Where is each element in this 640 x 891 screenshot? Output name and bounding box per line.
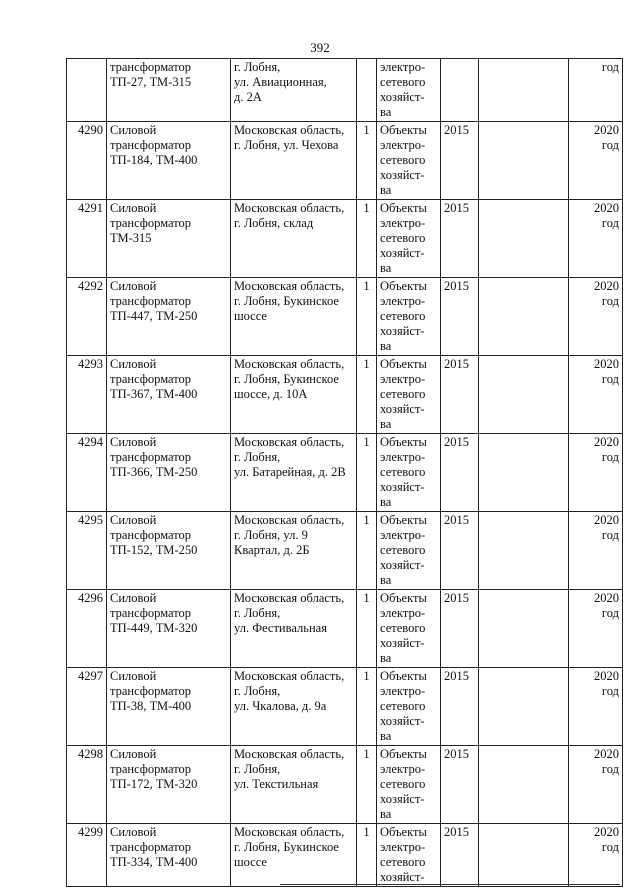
table-row [67, 356, 623, 434]
commission-year: 2015 [441, 668, 479, 746]
commission-year: 2015 [441, 356, 479, 434]
table-row [67, 59, 623, 122]
object-category: Объекты электро- сетевого хозяйст- ва [377, 668, 441, 746]
object-quantity: 1 [357, 590, 377, 668]
row-number: 4293 [67, 356, 107, 434]
object-category: Объекты электро- сетевого хозяйст- ва [377, 746, 441, 824]
empty-cell [479, 200, 569, 278]
object-category: Объекты электро- сетевого хозяйст- ва [377, 434, 441, 512]
page-number: 392 [310, 40, 330, 55]
object-address: Московская область, г. Лобня, Букинское шоссе [231, 824, 357, 887]
object-name: Силовой трансформатор ТМ-315 [107, 200, 231, 278]
commission-year: 2015 [441, 512, 479, 590]
object-name: Силовой трансформатор ТП-449, ТМ-320 [107, 590, 231, 668]
object-category: Объекты электро- сетевого хозяйст- [377, 824, 441, 887]
object-category: Объекты электро- сетевого хозяйст- ва [377, 200, 441, 278]
empty-cell [479, 122, 569, 200]
object-address: Московская область, г. Лобня, ул. 9 Квартал, д. 2Б [231, 512, 357, 590]
object-quantity: 1 [357, 668, 377, 746]
object-address: г. Лобня, ул. Авиационная, д. 2А [231, 59, 357, 122]
object-name: Силовой трансформатор ТП-447, ТМ-250 [107, 278, 231, 356]
bottom-rule [280, 884, 620, 885]
row-number: 4298 [67, 746, 107, 824]
commission-year: 2015 [441, 590, 479, 668]
commission-year [441, 59, 479, 122]
object-category: Объекты электро- сетевого хозяйст- ва [377, 278, 441, 356]
empty-cell [479, 278, 569, 356]
empty-cell [479, 668, 569, 746]
object-category: Объекты электро- сетевого хозяйст- ва [377, 512, 441, 590]
term-date: 2020 год [569, 668, 623, 746]
object-name: Силовой трансформатор ТП-38, ТМ-400 [107, 668, 231, 746]
empty-cell [479, 590, 569, 668]
object-category: Объекты электро- сетевого хозяйст- ва [377, 590, 441, 668]
row-number: 4292 [67, 278, 107, 356]
object-address: Московская область, г. Лобня, склад [231, 200, 357, 278]
object-name: трансформатор ТП-27, ТМ-315 [107, 59, 231, 122]
empty-cell [479, 434, 569, 512]
commission-year: 2015 [441, 122, 479, 200]
object-quantity: 1 [357, 512, 377, 590]
table-row [67, 824, 623, 887]
term-date: 2020 год [569, 356, 623, 434]
term-date: 2020 год [569, 824, 623, 887]
object-address: Московская область, г. Лобня, ул. Текстильная [231, 746, 357, 824]
empty-cell [479, 746, 569, 824]
row-number: 4294 [67, 434, 107, 512]
table-row [67, 434, 623, 512]
empty-cell [479, 512, 569, 590]
object-address: Московская область, г. Лобня, Букинское шоссе, д. 10А [231, 356, 357, 434]
object-quantity: 1 [357, 434, 377, 512]
row-number: 4295 [67, 512, 107, 590]
row-number: 4296 [67, 590, 107, 668]
object-name: Силовой трансформатор ТП-172, ТМ-320 [107, 746, 231, 824]
commission-year: 2015 [441, 434, 479, 512]
object-category: Объекты электро- сетевого хозяйст- ва [377, 356, 441, 434]
table-row [67, 200, 623, 278]
empty-cell [479, 59, 569, 122]
term-date: 2020 год [569, 590, 623, 668]
table-row [67, 278, 623, 356]
empty-cell [479, 824, 569, 887]
object-quantity: 1 [357, 200, 377, 278]
object-address: Московская область, г. Лобня, ул. Чехова [231, 122, 357, 200]
object-address: Московская область, г. Лобня, ул. Фестивальная [231, 590, 357, 668]
object-quantity: 1 [357, 746, 377, 824]
term-date: 2020 год [569, 434, 623, 512]
register-table [66, 58, 623, 887]
empty-cell [479, 356, 569, 434]
table-row [67, 512, 623, 590]
object-quantity: 1 [357, 824, 377, 887]
object-name: Силовой трансформатор ТП-367, ТМ-400 [107, 356, 231, 434]
term-date: 2020 год [569, 200, 623, 278]
term-date: 2020 год [569, 746, 623, 824]
object-category: Объекты электро- сетевого хозяйст- ва [377, 122, 441, 200]
object-category: электро- сетевого хозяйст- ва [377, 59, 441, 122]
register-rows [67, 59, 623, 887]
object-quantity: 1 [357, 356, 377, 434]
term-date: 2020 год [569, 122, 623, 200]
object-quantity [357, 59, 377, 122]
row-number: 4290 [67, 122, 107, 200]
object-quantity: 1 [357, 278, 377, 356]
row-number: 4299 [67, 824, 107, 887]
row-number [67, 59, 107, 122]
term-date: 2020 год [569, 512, 623, 590]
object-name: Силовой трансформатор ТП-152, ТМ-250 [107, 512, 231, 590]
term-date: год [569, 59, 623, 122]
row-number: 4291 [67, 200, 107, 278]
commission-year: 2015 [441, 200, 479, 278]
object-address: Московская область, г. Лобня, Букинское шоссе [231, 278, 357, 356]
table-row [67, 746, 623, 824]
object-quantity: 1 [357, 122, 377, 200]
commission-year: 2015 [441, 746, 479, 824]
object-name: Силовой трансформатор ТП-366, ТМ-250 [107, 434, 231, 512]
term-date: 2020 год [569, 278, 623, 356]
object-address: Московская область, г. Лобня, ул. Батарейная, д. 2В [231, 434, 357, 512]
commission-year: 2015 [441, 824, 479, 887]
table-row [67, 668, 623, 746]
row-number: 4297 [67, 668, 107, 746]
commission-year: 2015 [441, 278, 479, 356]
object-name: Силовой трансформатор ТП-334, ТМ-400 [107, 824, 231, 887]
object-address: Московская область, г. Лобня, ул. Чкалова, д. 9а [231, 668, 357, 746]
object-name: Силовой трансформатор ТП-184, ТМ-400 [107, 122, 231, 200]
table-row [67, 590, 623, 668]
table-row [67, 122, 623, 200]
